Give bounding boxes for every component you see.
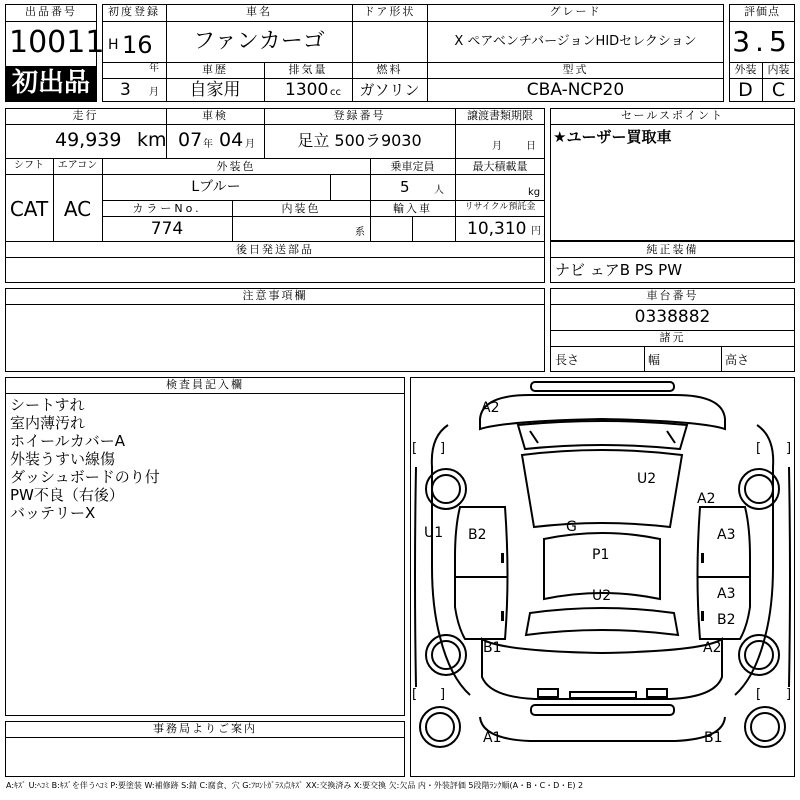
first-reg-label: 初度登録 [108, 5, 160, 18]
bracket-right-top-open: [ [756, 441, 762, 456]
selling-points-label: セールスポイント [620, 109, 724, 122]
month-unit: 月 [149, 87, 159, 98]
inspector-line: 外装うすい線傷 [10, 450, 116, 468]
shift-label: シフト [14, 160, 44, 171]
inspector-line: PW不良（右後） [10, 486, 124, 504]
mark-a3-right-rear: A3 [717, 586, 736, 602]
left-front-door-handle [501, 553, 504, 563]
year-unit: 年 [149, 63, 159, 74]
max-load-unit: kg [528, 187, 541, 198]
grade-label: グレード [549, 5, 602, 18]
fuel: ガソリン [359, 81, 420, 99]
displacement: 1300 [285, 80, 329, 100]
shift: CAT [9, 197, 49, 221]
lot-number: 10011 [9, 25, 105, 60]
inspector-line: ダッシュボードのり付 [10, 468, 160, 486]
first-listing-badge-text: 初出品 [11, 68, 90, 98]
inspector-line: シートすれ [10, 396, 85, 414]
right-side-outline [735, 425, 773, 695]
inspector-line: ホイールカバーA [10, 432, 125, 450]
inspector-line: バッテリーX [10, 504, 96, 522]
transfer-month-unit: 月 [492, 141, 502, 152]
color-no-label: カラーNo. [132, 202, 202, 215]
month: 3 [120, 80, 131, 100]
inspection-label: 車検 [202, 109, 228, 122]
mark-u2-center: U2 [592, 588, 612, 604]
interior-grade: C [771, 79, 786, 101]
height-label: 高さ [725, 353, 750, 367]
bracket-left-bottom-close: ] [440, 687, 446, 702]
front-bumper-outline [531, 382, 674, 391]
int-color-label: 内装色 [281, 202, 321, 215]
roof-outline [522, 450, 682, 527]
bracket-right-bottom-close: ] [786, 687, 792, 702]
mark-a1-bottom: A1 [483, 730, 502, 746]
reg-no-label: 登録番号 [333, 109, 386, 122]
left-side-outline [432, 425, 470, 695]
car-name-label: 車名 [246, 5, 272, 18]
right-rear-door-handle [701, 611, 704, 621]
max-load-label: 最大積載量 [472, 160, 528, 173]
model: CBA-NCP20 [526, 80, 625, 100]
mark-u1-left: U1 [424, 525, 444, 541]
trunk-outline [482, 639, 722, 699]
mark-b2-right-rear: B2 [717, 612, 736, 628]
mileage-unit: km [137, 129, 167, 151]
car-damage-diagram [410, 377, 795, 777]
inspection-year-unit: 年 [203, 139, 213, 150]
mileage: 49,939 [55, 129, 122, 151]
color-no: 774 [150, 219, 184, 239]
mark-b1-left-rear: B1 [483, 640, 502, 656]
model-label: 型式 [562, 63, 589, 76]
car-name: ファンカーゴ [193, 29, 325, 54]
recycle-label: リサイクル預託金 [464, 202, 536, 212]
legend-text: A:ｷｽﾞ U:ﾍｺﾐ B:ｷｽﾞを伴うﾍｺﾐ P:要塗装 W:補修跡 S:錆 C:腐食、穴 G:ﾌﾛﾝﾄｶﾞﾗｽ点ｷｽﾞ XX:交換済み X:要交換 欠:欠品 内・外装評価 5段階ﾗﾝｸ順(A・B・C・D・E) 2 [6, 781, 584, 790]
hood-outline [480, 395, 725, 429]
mark-u2-roof: U2 [637, 471, 657, 487]
mark-a2-right-front: A2 [697, 491, 716, 507]
bracket-right-top-close: ] [786, 441, 792, 456]
inspection-month: 04 [219, 129, 244, 151]
int-color-unit: 系 [355, 227, 365, 238]
displacement-label: 排気量 [288, 63, 328, 76]
inspector-line: 室内薄汚れ [10, 414, 86, 432]
ext-color: Lブルー [191, 179, 241, 195]
bottom-bumper-outline [480, 717, 725, 741]
history-label: 車歴 [202, 63, 228, 76]
recycle-fee: 10,310 [467, 219, 527, 239]
left-rear-door-handle [501, 611, 504, 621]
bracket-left-top-close: ] [440, 441, 446, 456]
door-label: ドア形状 [363, 5, 416, 18]
tail-light-left [538, 689, 558, 697]
windshield-outline [518, 421, 687, 449]
mark-a2-right-rear: A2 [703, 640, 722, 656]
later-parts-label: 後日発送部品 [236, 243, 314, 256]
capacity: 5 [400, 178, 410, 196]
grade: X ペアベンチバージョンHIDセレクション [454, 34, 697, 49]
reg-no: 足立 500ラ9030 [297, 131, 422, 150]
length-label: 長さ [555, 353, 580, 367]
interior-label: 内装 [767, 63, 790, 76]
bracket-right-bottom-open: [ [756, 687, 762, 702]
recycle-unit: 円 [531, 226, 541, 237]
chassis-number: 0338882 [634, 307, 711, 327]
import-label: 輸入車 [393, 202, 432, 215]
bracket-left-bottom-open: [ [412, 687, 418, 702]
displacement-unit: cc [330, 87, 341, 98]
rear-bumper-outline [531, 705, 674, 715]
mark-g-windshield: G [566, 519, 577, 535]
inspection-year: 07 [178, 129, 203, 151]
rear-window-outline [526, 608, 678, 635]
license-plate-rear [570, 692, 636, 698]
transfer-label: 譲渡書類期限 [467, 109, 533, 122]
specs-label: 諸元 [659, 331, 686, 344]
exterior-label: 外装 [734, 63, 757, 76]
right-front-door-handle [701, 553, 704, 563]
width-label: 幅 [648, 353, 661, 367]
equipment-label: 純正装備 [646, 243, 699, 256]
lot-number-label: 出品番号 [25, 5, 77, 18]
mark-b1-bottom: B1 [704, 730, 723, 746]
era: H [108, 37, 119, 53]
mark-p1-center: P1 [592, 547, 610, 563]
ext-color-label: 外装色 [216, 160, 256, 173]
score-label: 評価点 [744, 5, 780, 18]
selling-points-text: ★ユーザー買取車 [553, 128, 672, 146]
history: 自家用 [189, 80, 241, 100]
inspection-month-unit: 月 [245, 139, 255, 150]
chassis-label: 車台番号 [646, 289, 699, 302]
capacity-label: 乗車定員 [390, 160, 435, 173]
ac-label: エアコン [57, 160, 98, 171]
year: 16 [122, 31, 153, 59]
inspector-label: 検査員記入欄 [166, 378, 244, 391]
equipment-text: ナビ ェアB PS PW [555, 261, 683, 279]
mark-a3-right: A3 [717, 527, 736, 543]
left-panel-outline [415, 467, 416, 687]
notes-label: 注意事項欄 [242, 289, 308, 302]
mark-a2-top: A2 [481, 400, 500, 416]
transfer-day-unit: 日 [526, 141, 536, 152]
mileage-label: 走行 [72, 109, 99, 122]
capacity-unit: 人 [434, 185, 444, 196]
score: 3.5 [732, 25, 792, 58]
exterior-grade: D [738, 79, 753, 101]
fuel-label: 燃料 [376, 63, 403, 76]
mark-b2-left: B2 [468, 527, 487, 543]
bracket-left-top-open: [ [412, 441, 418, 456]
tail-light-right [647, 689, 667, 697]
ac: AC [63, 197, 92, 221]
right-panel-outline [789, 467, 790, 687]
office-label: 事務局よりご案内 [153, 722, 257, 735]
inspector-notes [10, 396, 160, 522]
